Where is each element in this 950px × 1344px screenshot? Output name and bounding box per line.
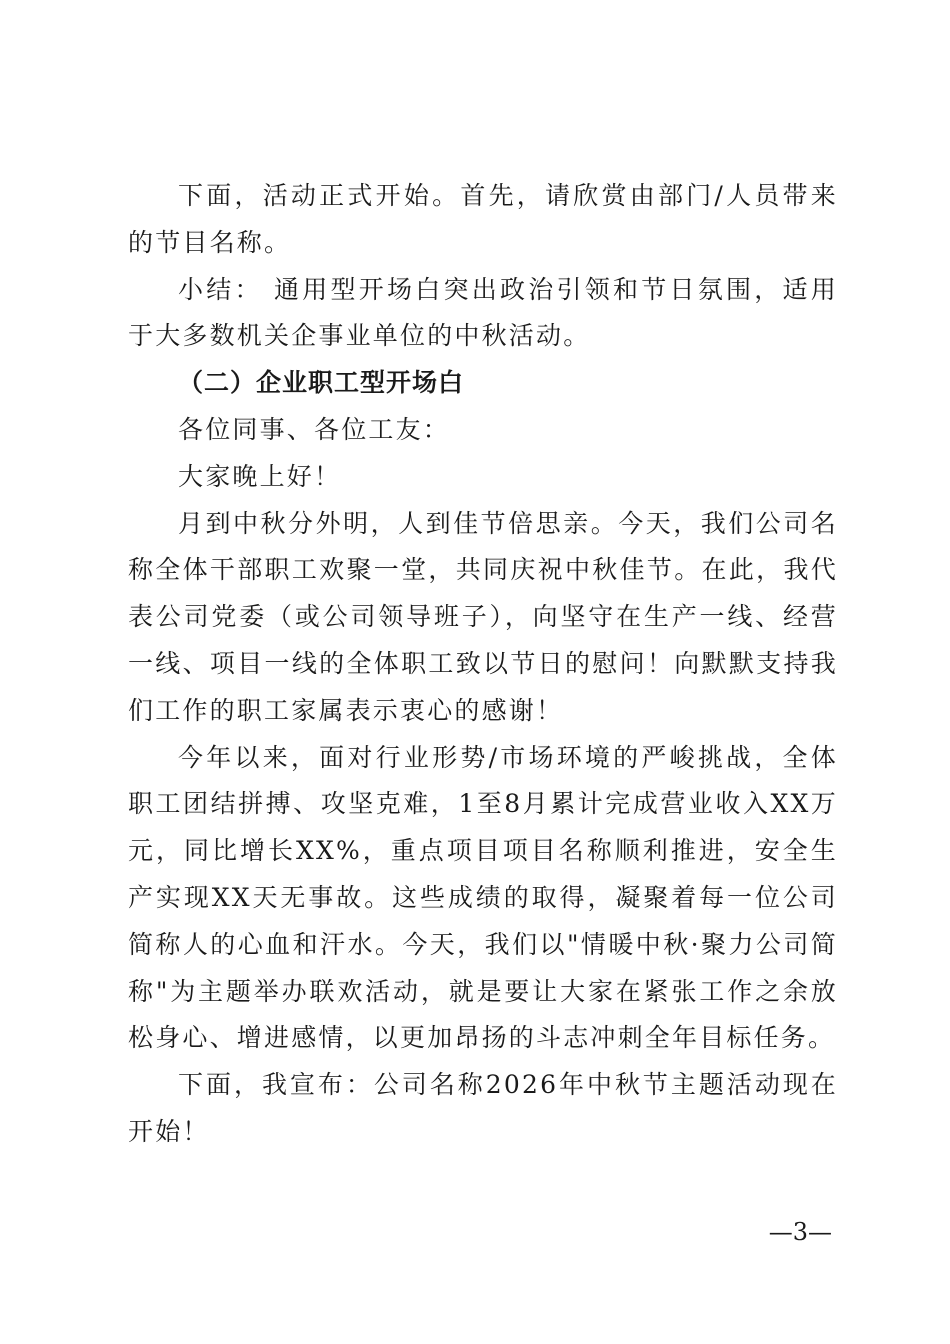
paragraph-summary: 小结： 通用型开场白突出政治引领和节日氛围，适用于大多数机关企事业单位的中秋活动。 xyxy=(128,274,838,351)
paragraph-greeting: 大家晚上好！ xyxy=(178,461,342,491)
paragraph-salutation: 各位同事、各位工友： xyxy=(178,414,451,444)
paragraph-festival-wishes: 月到中秋分外明，人到佳节倍思亲。今天，我们公司名称全体干部职工欢聚一堂，共同庆祝中秋佳节。在此，我代表公司党委（或公司领导班子），向坚守在生产一线、经营一线、项目一线的全体职工致以节日的慰问！向默默支持我们工作的职工家属表示衷心的感谢！ xyxy=(128,508,838,725)
page-number: —3— xyxy=(768,1218,832,1246)
paragraph-announcement: 下面，我宣布：公司名称2026年中秋节主题活动现在开始！ xyxy=(128,1070,838,1146)
paragraph-achievements: 今年以来，面对行业形势/市场环境的严峻挑战，全体职工团结拼搏、攻坚克难，1至8月累计完成营业收入XX万元，同比增长XX%，重点项目项目名称顺利推进，安全生产实现XX天无事故。这些成绩的取得，凝聚着每一位公司简称人的心血和汗水。今天，我们以"情暖中秋·聚力公司简称"为主题举办联欢活动，就是要让大家在紧张工作之余放松身心、增进感情，以更加昂扬的斗志冲刺全年目标任务。 xyxy=(128,742,838,1053)
document-body xyxy=(128,173,838,1156)
paragraph-program-intro: 下面，活动正式开始。首先，请欣赏由部门/人员带来的节目名称。 xyxy=(128,181,838,257)
section-heading: （二）企业职工型开场白 xyxy=(178,368,465,398)
